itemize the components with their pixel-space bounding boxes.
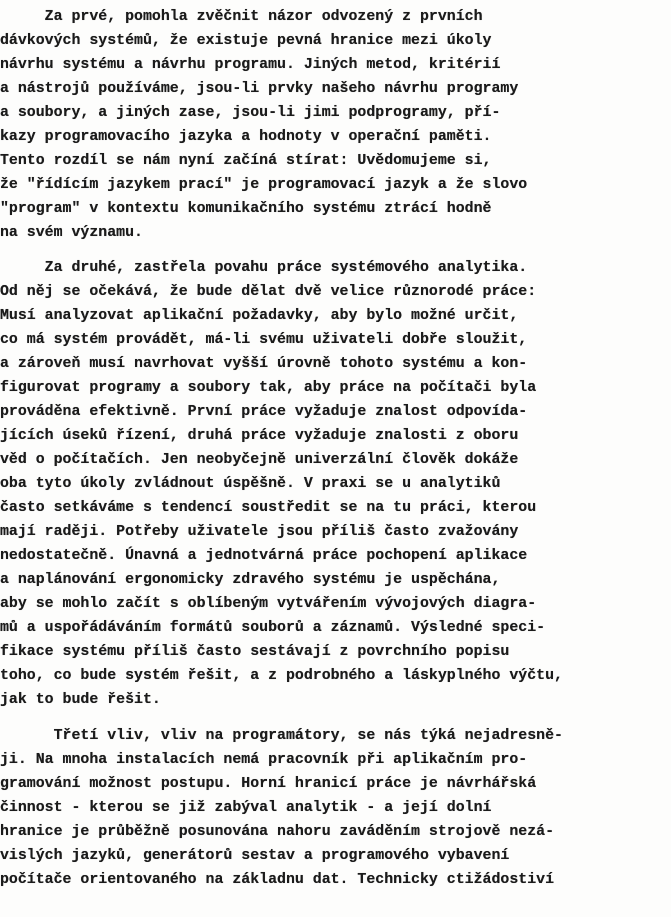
text-line: ji. Na mnoha instalacích nemá pracovník při aplikačním pro-: [0, 752, 528, 768]
text-line: co má systém provádět, má-li svému uživateli dobře sloužit,: [0, 332, 528, 348]
text-line: a nástrojů používáme, jsou-li prvky našeho návrhu programy: [0, 81, 519, 97]
text-line: Třetí vliv, vliv na programátory, se nás týká nejadresně-: [0, 728, 563, 744]
text-line: hranice je průběžně posunována nahoru zaváděním strojově nezá-: [0, 824, 555, 840]
text-line: a naplánování ergonomicky zdravého systému je uspěchána,: [0, 572, 501, 588]
text-line: aby se mohlo začít s oblíbeným vytvářením vývojových diagra-: [0, 596, 537, 612]
text-line: na svém významu.: [0, 225, 143, 241]
text-line: že "řídícím jazykem prací" je programovací jazyk a že slovo: [0, 177, 528, 193]
text-line: fikace systému příliš často sestávají z povrchního popisu: [0, 644, 510, 660]
text-line: jících úseků řízení, druhá práce vyžaduje znalosti z oboru: [0, 428, 519, 444]
text-line: toho, co bude systém řešit, a z podrobného a láskyplného výčtu,: [0, 668, 563, 684]
text-line: gramování možnost postupu. Horní hranicí práce je návrhářská: [0, 776, 537, 792]
text-line: "program" v kontextu komunikačního systému ztrácí hodně: [0, 201, 492, 217]
text-line: nedostatečně. Únavná a jednotvárná práce pochopení aplikace: [0, 548, 528, 564]
text-line: jak to bude řešit.: [0, 692, 161, 708]
text-line: věd o počítačích. Jen neobyčejně univerzální člověk dokáže: [0, 452, 519, 468]
text-line: Musí analyzovat aplikační požadavky, aby bylo možné určit,: [0, 308, 519, 324]
text-line: mů a uspořádáváním formátů souborů a záznamů. Výsledné speci-: [0, 620, 546, 636]
text-line: Za prvé, pomohla zvěčnit názor odvozený z prvních: [0, 9, 483, 25]
text-line: mají raději. Potřeby uživatele jsou příliš často zvažovány: [0, 524, 519, 540]
text-line: kazy programovacího jazyka a hodnoty v operační paměti.: [0, 129, 492, 145]
text-line: činnost - kterou se již zabýval analytik - a její dolní: [0, 800, 492, 816]
text-line: figurovat programy a soubory tak, aby práce na počítači byla: [0, 380, 537, 396]
text-line: oba tyto úkoly zvládnout úspěšně. V praxi se u analytiků: [0, 476, 501, 492]
text-line: často setkáváme s tendencí soustředit se na tu práci, kterou: [0, 500, 537, 516]
text-line: Za druhé, zastřela povahu práce systémového analytika.: [0, 260, 528, 276]
text-line: a soubory, a jiných zase, jsou-li jimi podprogramy, pří-: [0, 105, 501, 121]
text-line: návrhu systému a návrhu programu. Jiných metod, kritérií: [0, 57, 501, 73]
text-line: a zároveň musí navrhovat vyšší úrovně tohoto systému a kon-: [0, 356, 528, 372]
text-line: prováděna efektivně. První práce vyžaduje znalost odpovída-: [0, 404, 528, 420]
text-line: Od něj se očekává, že bude dělat dvě velice různorodé práce:: [0, 284, 537, 300]
text-line: dávkových systémů, že existuje pevná hranice mezi úkoly: [0, 33, 492, 49]
text-line: Tento rozdíl se nám nyní začíná stírat: Uvědomujeme si,: [0, 153, 492, 169]
text-line: počítače orientovaného na základnu dat. Technicky ctižádostiví: [0, 872, 555, 888]
text-line: vislých jazyků, generátorů sestav a programového vybavení: [0, 848, 510, 864]
